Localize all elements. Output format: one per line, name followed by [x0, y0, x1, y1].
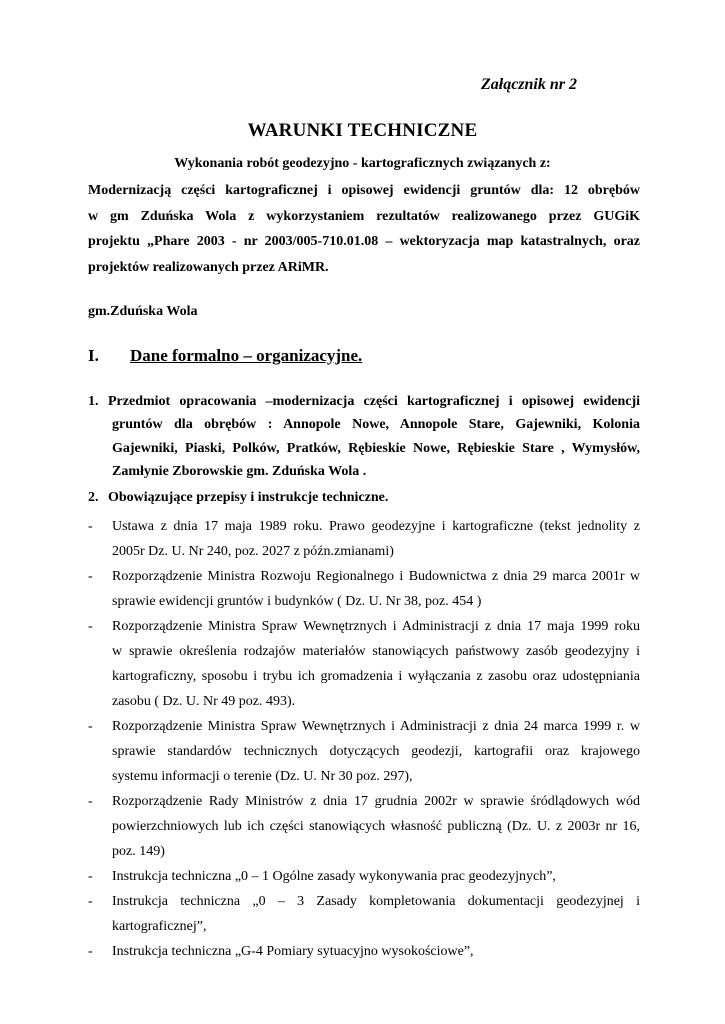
document-subtitle: Wykonania robót geodezyjno - kartograficznych związanych z: [174, 156, 551, 171]
list-dash: - [88, 719, 93, 734]
regulation-item: - Rozporządzenie Ministra Rozwoju Regionalnego i Budownictwa z dnia 29 marca 2001r w sprawie ewidencji gruntów i budynków ( Dz. U. Nr 38, poz. 454 ) [88, 564, 640, 614]
list-dash: - [88, 619, 93, 634]
intro-line: projektów realizowanych przez ARiMR. [88, 260, 329, 276]
point-2-label: Obowiązujące przepisy i instrukcje techniczne. [108, 490, 389, 505]
regulation-item: - Rozporządzenie Rady Ministrów z dnia 17 grudnia 2002r w sprawie śródlądowych wód powierzchniowych lub ich części stanowiących własność publiczną (Dz. U. z 2003r nr 16, poz. 149) [88, 789, 640, 864]
list-dash: - [88, 519, 93, 534]
regulation-item: - Instrukcja techniczna „G-4 Pomiary sytuacyjno wysokościowe”, [88, 939, 640, 964]
list-dash: - [88, 944, 93, 959]
annex-label: Załącznik nr 2 [480, 76, 577, 93]
list-dash: - [88, 869, 93, 884]
point-1-number: 1. [88, 394, 99, 409]
point-1 [88, 390, 640, 484]
regulation-item: - Ustawa z dnia 17 maja 1989 roku. Prawo geodezyjne i kartograficzne (tekst jednolity z 2005r Dz. U. Nr 240, poz. 2027 z późn.zmianami) [88, 514, 640, 564]
intro-line: projektu „Phare 2003 - nr 2003/005-710.01.08 – wektoryzacja map katastralnych, oraz [88, 234, 640, 250]
point-1-line: gruntów dla obrębów : Annopole Nowe, Annopole Stare, Gajewniki, Kolonia [112, 417, 640, 433]
section-number: I. [88, 346, 99, 365]
point-1-line: Gajewniki, Piaski, Polków, Pratków, Rębieskie Nowe, Rębieskie Stare , Wymysłów, [112, 440, 640, 456]
intro-paragraph [88, 178, 640, 281]
regulation-item: - Instrukcja techniczna „0 – 1 Ogólne zasady wykonywania prac geodezyjnych”, [88, 864, 640, 889]
point-2 [88, 490, 388, 506]
regulation-item: - Instrukcja techniczna „0 – 3 Zasady kompletowania dokumentacji geodezyjnej i kartograficznej”, [88, 889, 640, 939]
point-2-number: 2. [88, 490, 99, 505]
list-dash: - [88, 894, 93, 909]
list-dash: - [88, 569, 93, 584]
intro-line: w gm Zduńska Wola z wykorzystaniem rezultatów realizowanego przez GUGiK [88, 208, 640, 224]
point-1-line: Zamłynie Zborowskie gm. Zduńska Wola . [112, 464, 367, 480]
regulations-list [88, 514, 640, 964]
document-title: WARUNKI TECHNICZNE [247, 120, 478, 141]
section-title: Dane formalno – organizacyjne. [130, 346, 363, 365]
point-1-line: 1. Przedmiot opracowania –modernizacja części kartograficznej i opisowej ewidencji [88, 390, 640, 413]
section-heading [88, 346, 362, 366]
list-dash: - [88, 794, 93, 809]
regulation-item: - Rozporządzenie Ministra Spraw Wewnętrznych i Administracji z dnia 24 marca 1999 r. w sprawie standardów technicznych dotyczących geodezji, kartografii oraz krajowego systemu informacji o terenie (Dz. U. Nr 30 poz. 297), [88, 714, 640, 789]
intro-line: Modernizacją części kartograficznej i opisowej ewidencji gruntów dla: 12 obrębów [88, 183, 640, 198]
regulation-item: - Rozporządzenie Ministra Spraw Wewnętrznych i Administracji z dnia 17 maja 1999 roku w sprawie określenia rodzajów materiałów stanowiących państwowy zasób geodezyjny i kartograficzny, sposobu i trybu ich gromadzenia i wyłączania z zasobu oraz udostępniania zasobu ( Dz. U. Nr 49 poz. 493). [88, 614, 640, 714]
municipality-label: gm.Zduńska Wola [88, 304, 198, 319]
